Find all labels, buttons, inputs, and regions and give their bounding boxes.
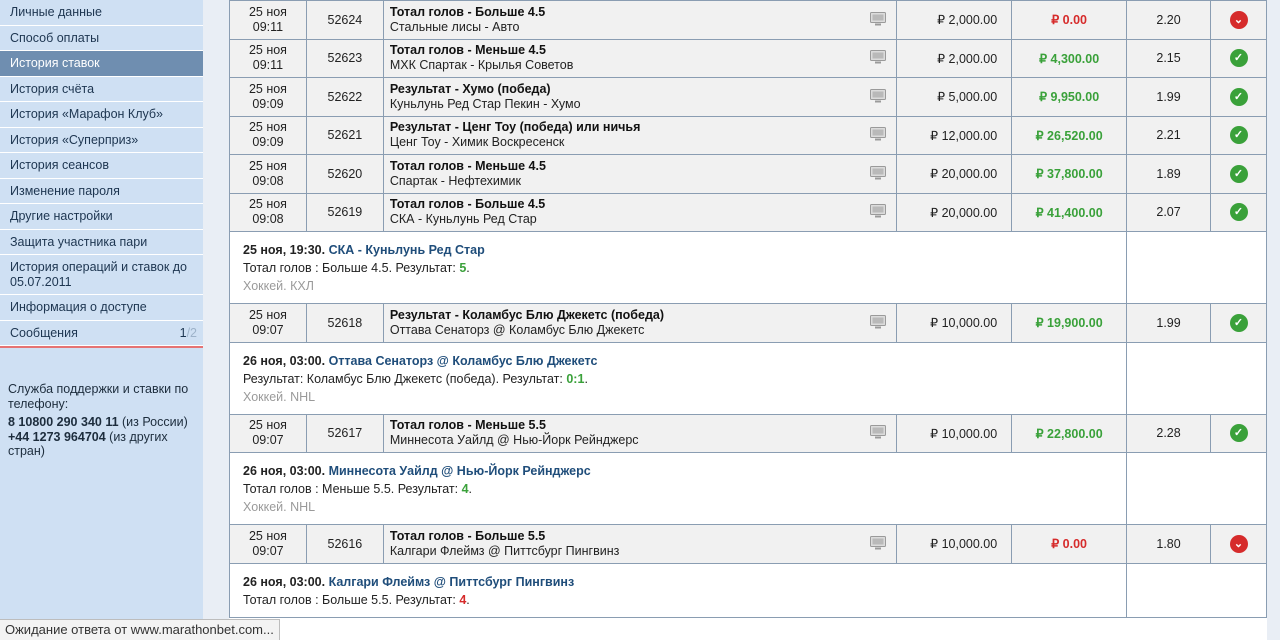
bet-row[interactable]	[230, 193, 1267, 232]
bet-date: 25 ноя	[248, 307, 287, 322]
menu-item-legacy-history[interactable]: История операций и ставок до 05.07.2011	[0, 255, 203, 295]
bet-status[interactable]	[1211, 78, 1267, 117]
bet-status[interactable]	[1211, 193, 1267, 232]
menu-item-bettor-protection[interactable]: Защита участника пари	[0, 230, 203, 256]
bet-time: 09:11	[252, 58, 284, 73]
support-title: Служба поддержки и ставки по телефону:	[8, 382, 189, 411]
bet-datetime	[230, 525, 307, 564]
tv-icon[interactable]	[870, 204, 886, 222]
bet-match: Куньлунь Ред Стар Пекин - Хумо	[389, 96, 581, 111]
bet-number: 52621	[306, 116, 383, 155]
bet-payout: ₽ 41,400.00	[1012, 193, 1127, 232]
event-datetime: 25 ноя, 19:30.	[243, 243, 326, 257]
bet-stake: ₽ 10,000.00	[897, 525, 1012, 564]
bet-selection: Результат - Ценг Тоу (победа) или ничья	[389, 120, 641, 135]
bet-odds: 1.80	[1127, 525, 1211, 564]
bet-stake: ₽ 12,000.00	[897, 116, 1012, 155]
bet-payout: ₽ 26,520.00	[1012, 116, 1127, 155]
bet-datetime	[230, 39, 307, 78]
check-circle-icon[interactable]: ✓	[1230, 424, 1248, 442]
check-circle-icon[interactable]: ✓	[1230, 126, 1248, 144]
phone-note-other: (из других стран)	[8, 429, 168, 458]
event-line	[243, 352, 1113, 370]
bet-match: Оттава Сенаторз @ Коламбус Блю Джекетс	[389, 322, 645, 337]
tv-icon[interactable]	[870, 425, 886, 443]
bet-description	[383, 1, 896, 40]
browser-status-bar: Ожидание ответа от www.marathonbet.com...	[0, 619, 280, 640]
bet-outcome-text: Тотал голов : Меньше 5.5. Результат:	[243, 482, 459, 496]
bet-row[interactable]	[230, 78, 1267, 117]
detail-spacer	[1127, 563, 1267, 617]
account-menu	[0, 0, 203, 346]
bet-time: 09:07	[252, 433, 284, 448]
phone-number-other: +44 1273 964704	[8, 429, 106, 444]
bet-history-panel	[229, 0, 1267, 640]
score-period: .	[584, 371, 588, 386]
bet-detail	[230, 342, 1127, 414]
menu-item-access-info[interactable]: Информация о доступе	[0, 295, 203, 321]
check-circle-icon[interactable]: ✓	[1230, 165, 1248, 183]
detail-spacer	[1127, 232, 1267, 304]
bet-odds: 2.20	[1127, 1, 1211, 40]
bet-selection: Тотал голов - Меньше 4.5	[389, 43, 546, 58]
messages-count-separator: /	[186, 325, 191, 340]
bet-date: 25 ноя	[248, 418, 287, 433]
menu-item-other-settings[interactable]: Другие настройки	[0, 204, 203, 230]
bet-stake: ₽ 10,000.00	[897, 304, 1012, 343]
messages-count	[180, 326, 197, 341]
bet-time: 09:07	[252, 322, 284, 337]
sport-league: Хоккей. NHL	[243, 500, 316, 514]
bet-payout: ₽ 0.00	[1012, 525, 1127, 564]
bet-payout: ₽ 19,900.00	[1012, 304, 1127, 343]
event-link[interactable]: СКА - Куньлунь Ред Стар	[328, 243, 485, 257]
check-circle-icon[interactable]: ✓	[1230, 314, 1248, 332]
bet-odds: 2.07	[1127, 193, 1211, 232]
bet-time: 09:09	[252, 135, 284, 150]
score-period: .	[466, 261, 470, 275]
messages-unread-count: 1	[179, 325, 187, 340]
event-line	[243, 462, 1113, 480]
bet-payout: ₽ 4,300.00	[1012, 39, 1127, 78]
menu-item-messages[interactable]	[0, 321, 203, 347]
bet-detail-row	[230, 453, 1267, 525]
bet-odds: 1.99	[1127, 304, 1211, 343]
sport-league: Хоккей. NHL	[243, 389, 316, 404]
bet-number: 52622	[306, 78, 383, 117]
bet-row[interactable]	[230, 304, 1267, 343]
bet-odds: 2.21	[1127, 116, 1211, 155]
bet-time: 09:08	[252, 173, 284, 188]
event-datetime: 26 ноя, 03:00.	[243, 464, 326, 478]
bet-outcome-line	[243, 370, 1113, 388]
bet-stake: ₽ 20,000.00	[897, 193, 1012, 232]
tv-icon[interactable]	[870, 166, 886, 184]
bet-number: 52620	[306, 155, 383, 194]
bet-row[interactable]	[230, 39, 1267, 78]
bet-status[interactable]	[1211, 155, 1267, 194]
phone-note-russia: (из России)	[122, 415, 188, 429]
bet-detail-row	[230, 342, 1267, 414]
bet-description	[383, 155, 896, 194]
messages-total-count: 2	[190, 325, 197, 340]
bet-detail-row	[230, 563, 1267, 617]
bet-description	[383, 525, 896, 564]
bet-match: Ценг Тоу - Химик Воскресенск	[389, 135, 565, 150]
bet-datetime	[230, 193, 307, 232]
bet-row[interactable]	[230, 1, 1267, 40]
detail-spacer	[1127, 342, 1267, 414]
bet-datetime	[230, 155, 307, 194]
bet-number: 52619	[306, 193, 383, 232]
bet-payout: ₽ 22,800.00	[1012, 414, 1127, 453]
bet-status[interactable]	[1211, 525, 1267, 564]
event-link[interactable]: Миннесота Уайлд @ Нью-Йорк Рейнджерс	[328, 464, 591, 478]
bet-history-table	[229, 0, 1267, 618]
bet-datetime	[230, 116, 307, 155]
tv-icon[interactable]	[870, 315, 886, 333]
bet-match: Спартак - Нефтехимик	[389, 173, 521, 188]
bet-date: 25 ноя	[248, 158, 287, 173]
bet-selection: Тотал голов - Меньше 5.5	[389, 418, 546, 433]
bet-status[interactable]	[1211, 1, 1267, 40]
bet-stake: ₽ 20,000.00	[897, 155, 1012, 194]
event-score: 5	[459, 261, 467, 275]
score-period: .	[466, 592, 470, 607]
bet-time: 09:11	[252, 19, 284, 34]
bet-outcome-line	[243, 591, 1113, 609]
bet-row[interactable]	[230, 525, 1267, 564]
menu-item-superprize-history[interactable]: История «Суперприз»	[0, 128, 203, 154]
bet-outcome-text: Тотал голов : Больше 5.5. Результат:	[243, 592, 456, 607]
bet-datetime	[230, 304, 307, 343]
bet-datetime	[230, 414, 307, 453]
bet-description	[383, 414, 896, 453]
bet-row[interactable]	[230, 116, 1267, 155]
menu-item-personal-data[interactable]: Личные данные	[0, 0, 203, 26]
bet-odds: 2.28	[1127, 414, 1211, 453]
menu-item-session-history[interactable]: История сеансов	[0, 153, 203, 179]
bet-date: 25 ноя	[248, 43, 287, 58]
phone-number-russia: 8 10800 290 340 11	[8, 415, 119, 429]
bet-date: 25 ноя	[248, 4, 287, 19]
account-sidebar	[0, 0, 203, 640]
tv-icon[interactable]	[870, 50, 886, 68]
bet-stake: ₽ 2,000.00	[897, 1, 1012, 40]
bet-payout: ₽ 37,800.00	[1012, 155, 1127, 194]
bet-selection: Результат - Хумо (победа)	[389, 81, 551, 96]
bet-outcome-line	[243, 480, 1113, 498]
bet-number: 52616	[306, 525, 383, 564]
menu-item-marathon-club-history[interactable]: История «Марафон Клуб»	[0, 102, 203, 128]
bet-detail	[230, 563, 1127, 617]
messages-label: Сообщения	[10, 325, 78, 340]
bet-match: Миннесота Уайлд @ Нью-Йорк Рейнджерс	[389, 433, 639, 448]
bet-selection: Тотал голов - Меньше 4.5	[389, 158, 546, 173]
menu-item-account-history[interactable]: История счёта	[0, 77, 203, 103]
bet-status[interactable]	[1211, 304, 1267, 343]
bet-description	[383, 116, 896, 155]
bet-detail	[230, 453, 1127, 525]
bet-date: 25 ноя	[248, 120, 287, 135]
bet-number: 52623	[306, 39, 383, 78]
bet-odds: 2.15	[1127, 39, 1211, 78]
bet-selection: Тотал голов - Больше 5.5	[389, 528, 546, 543]
sport-league: Хоккей. КХЛ	[243, 279, 314, 293]
bet-match: Калгари Флеймз @ Питтсбург Пингвинз	[389, 543, 620, 558]
bet-time: 09:09	[252, 96, 284, 111]
bet-row[interactable]	[230, 155, 1267, 194]
bet-odds: 1.89	[1127, 155, 1211, 194]
chevron-down-circle-icon[interactable]: ⌄	[1230, 11, 1248, 29]
bet-time: 09:08	[252, 212, 284, 227]
tv-icon[interactable]	[870, 12, 886, 30]
bet-datetime	[230, 1, 307, 40]
bet-status[interactable]	[1211, 39, 1267, 78]
bet-selection: Результат - Коламбус Блю Джекетс (победа)	[389, 307, 665, 322]
menu-item-change-password[interactable]: Изменение пароля	[0, 179, 203, 205]
bet-status[interactable]	[1211, 414, 1267, 453]
bet-number: 52624	[306, 1, 383, 40]
tv-icon[interactable]	[870, 127, 886, 145]
event-score: 4	[459, 592, 467, 607]
bet-row[interactable]	[230, 414, 1267, 453]
menu-item-bet-history[interactable]: История ставок	[0, 51, 203, 77]
bet-stake: ₽ 2,000.00	[897, 39, 1012, 78]
bet-outcome-text: Результат: Коламбус Блю Джекетс (победа). Результат:	[243, 371, 563, 386]
bet-description	[383, 39, 896, 78]
bet-time: 09:07	[252, 543, 284, 558]
event-score: 4	[461, 482, 469, 496]
event-line	[243, 241, 1113, 259]
bet-match: СКА - Куньлунь Ред Стар	[389, 212, 537, 227]
bet-number: 52618	[306, 304, 383, 343]
event-datetime: 26 ноя, 03:00.	[243, 574, 326, 589]
bet-detail-row	[230, 232, 1267, 304]
bet-match: МХК Спартак - Крылья Советов	[389, 58, 574, 73]
bet-description	[383, 193, 896, 232]
event-datetime: 26 ноя, 03:00.	[243, 353, 326, 368]
bet-datetime	[230, 78, 307, 117]
event-score: 0:1	[566, 371, 585, 386]
bet-outcome-text: Тотал голов : Больше 4.5. Результат:	[243, 261, 456, 275]
bet-payout: ₽ 0.00	[1012, 1, 1127, 40]
check-circle-icon[interactable]: ✓	[1230, 49, 1248, 67]
bet-date: 25 ноя	[248, 81, 287, 96]
bet-description	[383, 304, 896, 343]
bet-date: 25 ноя	[248, 197, 287, 212]
bet-stake: ₽ 10,000.00	[897, 414, 1012, 453]
score-period: .	[468, 482, 472, 496]
support-phone-other	[8, 430, 195, 459]
bet-stake: ₽ 5,000.00	[897, 78, 1012, 117]
bet-match: Стальные лисы - Авто	[389, 19, 520, 34]
event-link[interactable]: Оттава Сенаторз @ Коламбус Блю Джекетс	[328, 353, 598, 368]
bet-detail	[230, 232, 1127, 304]
event-line	[243, 573, 1113, 591]
bet-status[interactable]	[1211, 116, 1267, 155]
bet-selection: Тотал голов - Больше 4.5	[389, 197, 546, 212]
check-circle-icon[interactable]: ✓	[1230, 203, 1248, 221]
chevron-down-circle-icon[interactable]: ⌄	[1230, 535, 1248, 553]
event-link[interactable]: Калгари Флеймз @ Питтсбург Пингвинз	[328, 574, 575, 589]
bet-description	[383, 78, 896, 117]
tv-icon[interactable]	[870, 89, 886, 107]
bet-odds: 1.99	[1127, 78, 1211, 117]
support-info	[0, 348, 203, 459]
bet-outcome-line	[243, 259, 1113, 277]
tv-icon[interactable]	[870, 536, 886, 554]
bet-number: 52617	[306, 414, 383, 453]
check-circle-icon[interactable]: ✓	[1230, 88, 1248, 106]
bet-date: 25 ноя	[248, 528, 287, 543]
bet-selection: Тотал голов - Больше 4.5	[389, 4, 546, 19]
detail-spacer	[1127, 453, 1267, 525]
menu-item-payment-method[interactable]: Способ оплаты	[0, 26, 203, 52]
support-phone-russia	[8, 415, 195, 430]
bet-payout: ₽ 9,950.00	[1012, 78, 1127, 117]
